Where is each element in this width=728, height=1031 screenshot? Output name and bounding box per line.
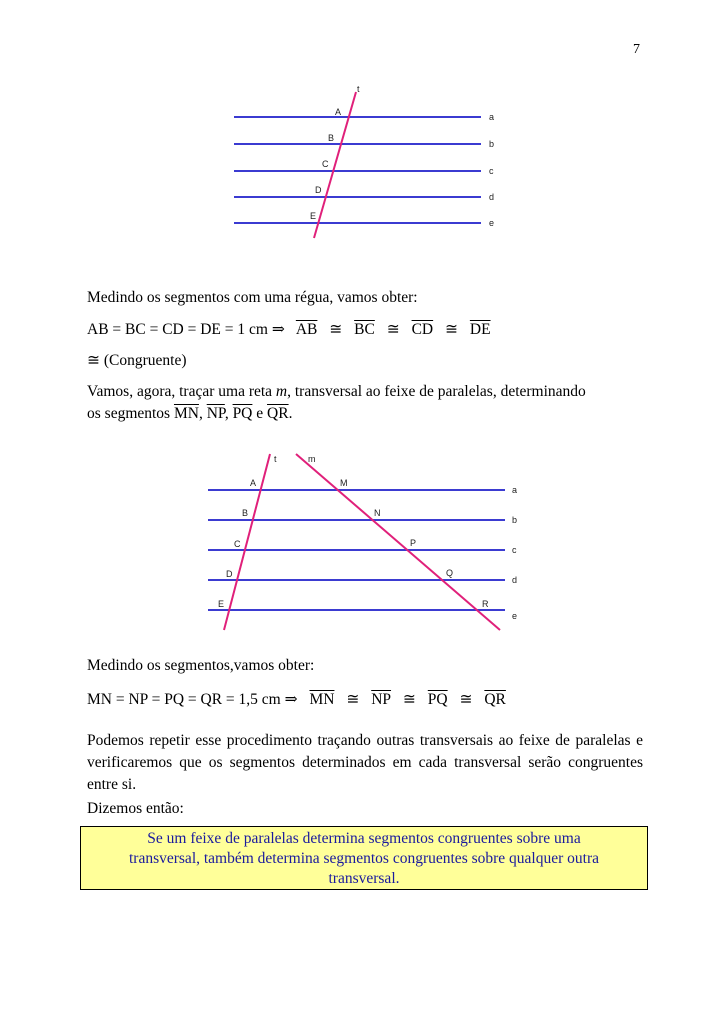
- transversal-m: [296, 454, 500, 630]
- line-label-d: d: [489, 192, 495, 202]
- label-t: t: [357, 84, 360, 94]
- text-segment: , transversal ao feixe de paralelas, determinando: [287, 383, 586, 400]
- congruent-symbol: ≅: [402, 691, 416, 708]
- equation-2-text: MN = NP = PQ = QR = 1,5 cm: [87, 691, 281, 708]
- point-E: E: [310, 211, 317, 221]
- segment-NP: $\overline{NP}$: [371, 691, 392, 708]
- point-C: C: [322, 159, 329, 169]
- line-label-c: c: [512, 545, 517, 555]
- implies-symbol: ⇒: [271, 321, 285, 338]
- point-E: E: [218, 599, 225, 609]
- point-B: B: [242, 508, 249, 518]
- segment-CD: $\overline{CD}$: [411, 321, 434, 338]
- text-segment: Vamos, agora, traçar uma reta: [87, 383, 276, 400]
- paragraph-measuring-2: Medindo os segmentos,vamos obter:: [87, 657, 315, 674]
- congruent-symbol: ≅: [386, 321, 400, 338]
- figure-parallel-lines-2: [200, 448, 540, 638]
- segment-AB: $\overline{AB}$: [295, 321, 318, 338]
- point-A: A: [250, 478, 257, 488]
- transversal-t: [224, 454, 270, 630]
- segment-BC: $\overline{BC}$: [354, 321, 375, 338]
- segment-NP: $\overline{NP}$: [206, 405, 225, 422]
- segment-MN: $\overline{MN}$: [309, 691, 335, 708]
- implies-symbol: ⇒: [284, 691, 298, 708]
- line-label-c: c: [489, 166, 494, 176]
- point-C: C: [234, 539, 241, 549]
- point-M: M: [340, 478, 348, 488]
- segment-QR: $\overline{QR}$: [484, 691, 506, 708]
- label-m: m: [308, 454, 316, 464]
- point-N: N: [374, 508, 381, 518]
- point-R: R: [482, 599, 489, 609]
- line-label-e: e: [512, 611, 518, 621]
- congruent-symbol: ≅: [346, 691, 360, 708]
- paragraph-measuring: Medindo os segmentos com uma régua, vamos obter:: [87, 289, 418, 306]
- point-D: D: [315, 185, 322, 195]
- equation-1-text: AB = BC = CD = DE = 1 cm: [87, 321, 268, 338]
- congruent-symbol: ≅: [459, 691, 473, 708]
- equation-2: [87, 689, 643, 711]
- congruent-label: (Congruente): [103, 352, 187, 369]
- segment-DE: $\overline{DE}$: [469, 321, 491, 338]
- segment-PQ: $\overline{PQ}$: [427, 691, 448, 708]
- line-label-d: d: [512, 575, 518, 585]
- text-segment: os segmentos: [87, 405, 171, 422]
- line-label-b: b: [489, 139, 495, 149]
- point-B: B: [328, 133, 335, 143]
- paragraph-repeat: Podemos repetir esse procedimento traçando outras transversais ao feixe de paralelas e verificaremos que os segmentos determinados em cada transversal serão congruentes entre si.: [87, 732, 643, 793]
- congruent-symbol: ≅: [329, 321, 343, 338]
- label-t: t: [274, 454, 277, 464]
- conjunction: e: [256, 405, 264, 422]
- point-P: P: [410, 538, 417, 548]
- figure-parallel-lines-1: [226, 80, 516, 240]
- line-label-a: a: [489, 112, 495, 122]
- paragraph-transversal-m: Vamos, agora, traçar uma reta m, transversal ao feixe de paralelas, determinando os segmentos $\overline{MN}$, $\overline{NP}$, $\overline{PQ}$ e $\overline{QR}$.: [87, 383, 586, 422]
- theorem-line-2: transversal, também determina segmentos congruentes sobre qualquer outra: [128, 850, 599, 867]
- line-label-b: b: [512, 515, 518, 525]
- theorem-line-3: transversal.: [328, 870, 400, 887]
- theorem-line-1: Se um feixe de paralelas determina segmentos congruentes sobre uma: [147, 830, 581, 847]
- segment-QR: $\overline{QR}$: [267, 405, 289, 422]
- paragraph-dizemos: Dizemos então:: [87, 800, 184, 817]
- point-A: A: [335, 107, 342, 117]
- equation-1: [87, 319, 643, 341]
- segment-PQ: $\overline{PQ}$: [232, 405, 253, 422]
- segment-MN: $\overline{MN}$: [173, 405, 199, 422]
- point-Q: Q: [446, 568, 454, 578]
- variable-m: m: [275, 383, 288, 400]
- page-number: 7: [633, 42, 640, 57]
- congruent-symbol: ≅: [87, 352, 100, 369]
- line-label-e: e: [489, 218, 495, 228]
- congruence-note: [87, 350, 643, 372]
- theorem-box: [80, 826, 648, 890]
- congruent-symbol: ≅: [445, 321, 458, 338]
- line-label-a: a: [512, 485, 518, 495]
- point-D: D: [226, 569, 233, 579]
